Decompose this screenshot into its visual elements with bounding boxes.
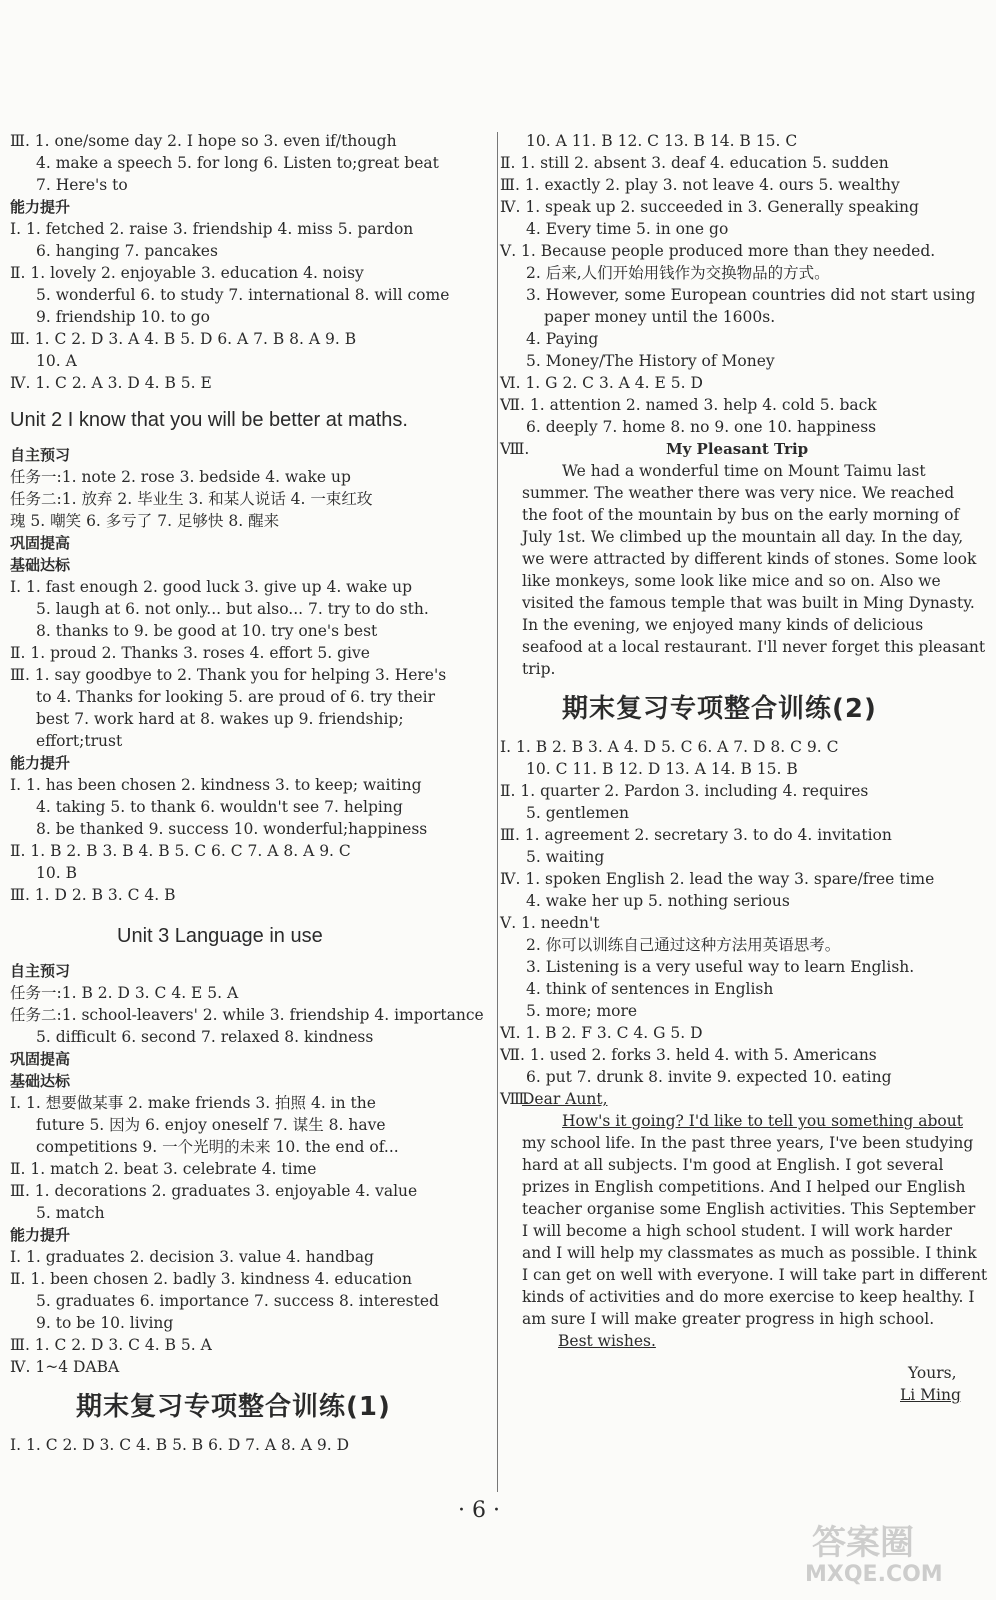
answer-line: Ⅰ. 1. has been chosen 2. kindness 3. to keep; waiting [10, 776, 422, 794]
answer-line: Ⅲ. 1. decorations 2. graduates 3. enjoyable 4. value [10, 1182, 418, 1200]
answer-line: 4. Every time 5. in one go [526, 220, 729, 238]
answer-line: 5. more; more [526, 1002, 638, 1020]
answer-line: paper money until the 1600s. [544, 308, 776, 326]
page-number: · 6 · [458, 1498, 500, 1523]
section-label: 巩固提高 [10, 534, 71, 552]
answer-line: Ⅷ. [500, 440, 530, 458]
section-label: 自主预习 [10, 446, 71, 464]
answer-line: 5. match [36, 1204, 105, 1222]
answer-line: teacher organise some English activities. This September [522, 1200, 976, 1218]
answer-line: Ⅰ. 1. fast enough 2. good luck 3. give up 4. wake up [10, 578, 413, 596]
answer-line: Ⅱ. 1. proud 2. Thanks 3. roses 4. effort 5. give [10, 644, 370, 662]
answer-line: Ⅰ. 1. fetched 2. raise 3. friendship 4. miss 5. pardon [10, 220, 414, 238]
answer-line: I can get on well with everyone. I will take part in different [522, 1266, 988, 1284]
answer-line: prizes in English competitions. And I helped our English [522, 1178, 966, 1196]
answer-line: Ⅵ. 1. B 2. F 3. C 4. G 5. D [500, 1024, 703, 1042]
answer-line: We had a wonderful time on Mount Taimu last [562, 462, 926, 480]
unit-heading: Unit 3 Language in use [117, 925, 323, 947]
answer-line: am sure I will make greater progress in high school. [522, 1310, 935, 1328]
answer-line: 2. 后来,人们开始用钱作为交换物品的方式。 [526, 264, 830, 282]
answer-line: Ⅶ. 1. used 2. forks 3. held 4. with 5. Americans [500, 1046, 877, 1064]
answer-line: 5. wonderful 6. to study 7. international 8. will come [36, 286, 450, 304]
answer-line: July 1st. We climbed up the mountain all day. In the day, [522, 528, 964, 546]
answer-line: 6. put 7. drunk 8. invite 9. expected 10. eating [526, 1068, 892, 1086]
answer-line: my school life. In the past three years, I've been studying [522, 1134, 974, 1152]
answer-line: 6. hanging 7. pancakes [36, 242, 218, 260]
section-label: 巩固提高 [10, 1050, 71, 1068]
answer-line: and I will help my classmates as much as possible. I think [522, 1244, 977, 1262]
answer-line: 任务二:1. school-leavers' 2. while 3. friendship 4. importance [10, 1006, 484, 1024]
answer-line: the foot of the mountain by bus on the early morning of [522, 506, 960, 524]
answer-line: 8. thanks to 9. be good at 10. try one's best [36, 622, 378, 640]
answer-line: Ⅲ. 1. C 2. D 3. A 4. B 5. D 6. A 7. B 8. A 9. B [10, 330, 357, 348]
answer-line: to 4. Thanks for looking 5. are proud of 6. try their [36, 688, 435, 706]
answer-line: 5. gentlemen [526, 804, 630, 822]
answer-line: 5. Money/The History of Money [526, 352, 775, 370]
answer-line: 10. A [36, 352, 77, 370]
answer-line: Ⅲ. 1. say goodbye to 2. Thank you for helping 3. Here's [10, 666, 447, 684]
answer-line: 6. deeply 7. home 8. no 9. one 10. happiness [526, 418, 877, 436]
answer-line: 2. 你可以训练自己通过这种方法用英语思考。 [526, 936, 841, 954]
answer-line: Ⅲ. 1. D 2. B 3. C 4. B [10, 886, 176, 904]
answer-line: best 7. work hard at 8. wakes up 9. friendship; [36, 710, 404, 728]
section-label: 基础达标 [10, 1072, 71, 1090]
section-label: 能力提升 [10, 1226, 71, 1244]
answer-line: Ⅴ. 1. Because people produced more than they needed. [500, 242, 936, 260]
answer-line: Ⅳ. 1. speak up 2. succeeded in 3. Generally speaking [500, 198, 919, 216]
passage-title: My Pleasant Trip [666, 440, 809, 458]
answer-line: 任务一:1. note 2. rose 3. bedside 4. wake up [10, 468, 351, 486]
answer-line: Ⅱ. 1. B 2. B 3. B 4. B 5. C 6. C 7. A 8. A 9. C [10, 842, 351, 860]
section-label: 基础达标 [10, 556, 71, 574]
answer-line: Dear Aunt, [522, 1090, 608, 1108]
answer-line: In the evening, we enjoyed many kinds of delicious [522, 616, 924, 634]
review-heading: 期末复习专项整合训练(1) [76, 1392, 391, 1422]
answer-line: Ⅰ. 1. C 2. D 3. C 4. B 5. B 6. D 7. A 8. A 9. D [10, 1436, 350, 1454]
answer-line: Ⅱ. 1. match 2. beat 3. celebrate 4. time [10, 1160, 317, 1178]
answer-line: Ⅰ. 1. graduates 2. decision 3. value 4. handbag [10, 1248, 374, 1266]
answer-line: future 5. 因为 6. enjoy oneself 7. 谋生 8. have [36, 1116, 386, 1134]
answer-line: competitions 9. 一个光明的未来 10. the end of... [36, 1138, 399, 1156]
section-label: 自主预习 [10, 962, 71, 980]
unit-heading: Unit 2 I know that you will be better at maths. [10, 409, 408, 431]
answer-line: Ⅳ. 1~4 DABA [10, 1358, 120, 1376]
answer-line: 4. think of sentences in English [526, 980, 774, 998]
answer-line: Ⅶ. 1. attention 2. named 3. help 4. cold 5. back [500, 396, 877, 414]
review-heading: 期末复习专项整合训练(2) [562, 694, 877, 724]
answer-line: Ⅱ. 1. still 2. absent 3. deaf 4. education 5. sudden [500, 154, 889, 172]
answer-line: 5. laugh at 6. not only... but also... 7. try to do sth. [36, 600, 429, 618]
answer-line: 5. waiting [526, 848, 605, 866]
answer-line: 3. Listening is a very useful way to learn English. [526, 958, 915, 976]
answer-line: Ⅴ. 1. needn't [500, 914, 600, 932]
answer-line: Ⅲ. 1. exactly 2. play 3. not leave 4. ours 5. wealthy [500, 176, 900, 194]
watermark-url: MXQE.COM [805, 1562, 943, 1587]
column-divider [497, 132, 498, 1492]
section-label: 能力提升 [10, 754, 71, 772]
answer-line: Ⅲ. 1. one/some day 2. I hope so 3. even if/though [10, 132, 397, 150]
answer-line: Ⅳ. 1. C 2. A 3. D 4. B 5. E [10, 374, 212, 392]
answer-line: Ⅷ. [500, 1090, 530, 1108]
answer-line: hard at all subjects. I'm good at English. I got several [522, 1156, 944, 1174]
answer-line: trip. [522, 660, 556, 678]
answer-line: 5. difficult 6. second 7. relaxed 8. kindness [36, 1028, 374, 1046]
answer-line: 4. taking 5. to thank 6. wouldn't see 7. helping [36, 798, 403, 816]
answer-line: 任务二:1. 放弃 2. 毕业生 3. 和某人说话 4. 一束红玫 [10, 490, 373, 508]
answer-line: I will become a high school student. I will work harder [522, 1222, 953, 1240]
answer-line: seafood at a local restaurant. I'll never forget this pleasant [522, 638, 986, 656]
answer-line: Ⅵ. 1. G 2. C 3. A 4. E 5. D [500, 374, 703, 392]
answer-line: 4. Paying [526, 330, 599, 348]
answer-line: 8. be thanked 9. success 10. wonderful;happiness [36, 820, 428, 838]
watermark-logo: 答案圈 [812, 1523, 914, 1563]
section-label: 能力提升 [10, 198, 71, 216]
answer-line: effort;trust [36, 732, 123, 750]
answer-line: 4. wake her up 5. nothing serious [526, 892, 790, 910]
answer-line: 4. make a speech 5. for long 6. Listen to;great beat [36, 154, 439, 172]
answer-line: we were attracted by different kinds of stones. Some look [522, 550, 977, 568]
answer-line: 9. friendship 10. to go [36, 308, 210, 326]
answer-line: How's it going? I'd like to tell you something about [562, 1112, 963, 1130]
answer-line: Ⅰ. 1. B 2. B 3. A 4. D 5. C 6. A 7. D 8. C 9. C [500, 738, 839, 756]
answer-line: Ⅱ. 1. been chosen 2. badly 3. kindness 4. education [10, 1270, 412, 1288]
answer-line: Yours, [908, 1364, 957, 1382]
answer-line: Ⅲ. 1. C 2. D 3. C 4. B 5. A [10, 1336, 212, 1354]
answer-line: 10. B [36, 864, 77, 882]
answer-line: 9. to be 10. living [36, 1314, 174, 1332]
answer-line: 3. However, some European countries did not start using [526, 286, 976, 304]
answer-line: Best wishes. [558, 1332, 656, 1350]
answer-line: like monkeys, some look like mice and so on. Also we [522, 572, 941, 590]
answer-line: 5. graduates 6. importance 7. success 8. interested [36, 1292, 439, 1310]
answer-line: Li Ming [900, 1386, 961, 1404]
answer-line: kinds of activities and do more exercise to keep healthy. I [522, 1288, 975, 1306]
answer-line: Ⅰ. 1. 想要做某事 2. make friends 3. 拍照 4. in the [10, 1094, 376, 1112]
answer-line: 瑰 5. 嘲笑 6. 多亏了 7. 足够快 8. 醒来 [10, 512, 280, 530]
answer-line: Ⅳ. 1. spoken English 2. lead the way 3. spare/free time [500, 870, 935, 888]
answer-line: 任务一:1. B 2. D 3. C 4. E 5. A [10, 984, 239, 1002]
answer-line: Ⅱ. 1. lovely 2. enjoyable 3. education 4. noisy [10, 264, 364, 282]
answer-line: 7. Here's to [36, 176, 128, 194]
answer-line: Ⅲ. 1. agreement 2. secretary 3. to do 4. invitation [500, 826, 892, 844]
answer-line: 10. C 11. B 12. D 13. A 14. B 15. B [526, 760, 798, 778]
answer-line: summer. The weather there was very nice. We reached [522, 484, 955, 502]
answer-line: Ⅱ. 1. quarter 2. Pardon 3. including 4. requires [500, 782, 869, 800]
answer-line: visited the famous temple that was built in Ming Dynasty. [522, 594, 975, 612]
answer-line: 10. A 11. B 12. C 13. B 14. B 15. C [526, 132, 798, 150]
